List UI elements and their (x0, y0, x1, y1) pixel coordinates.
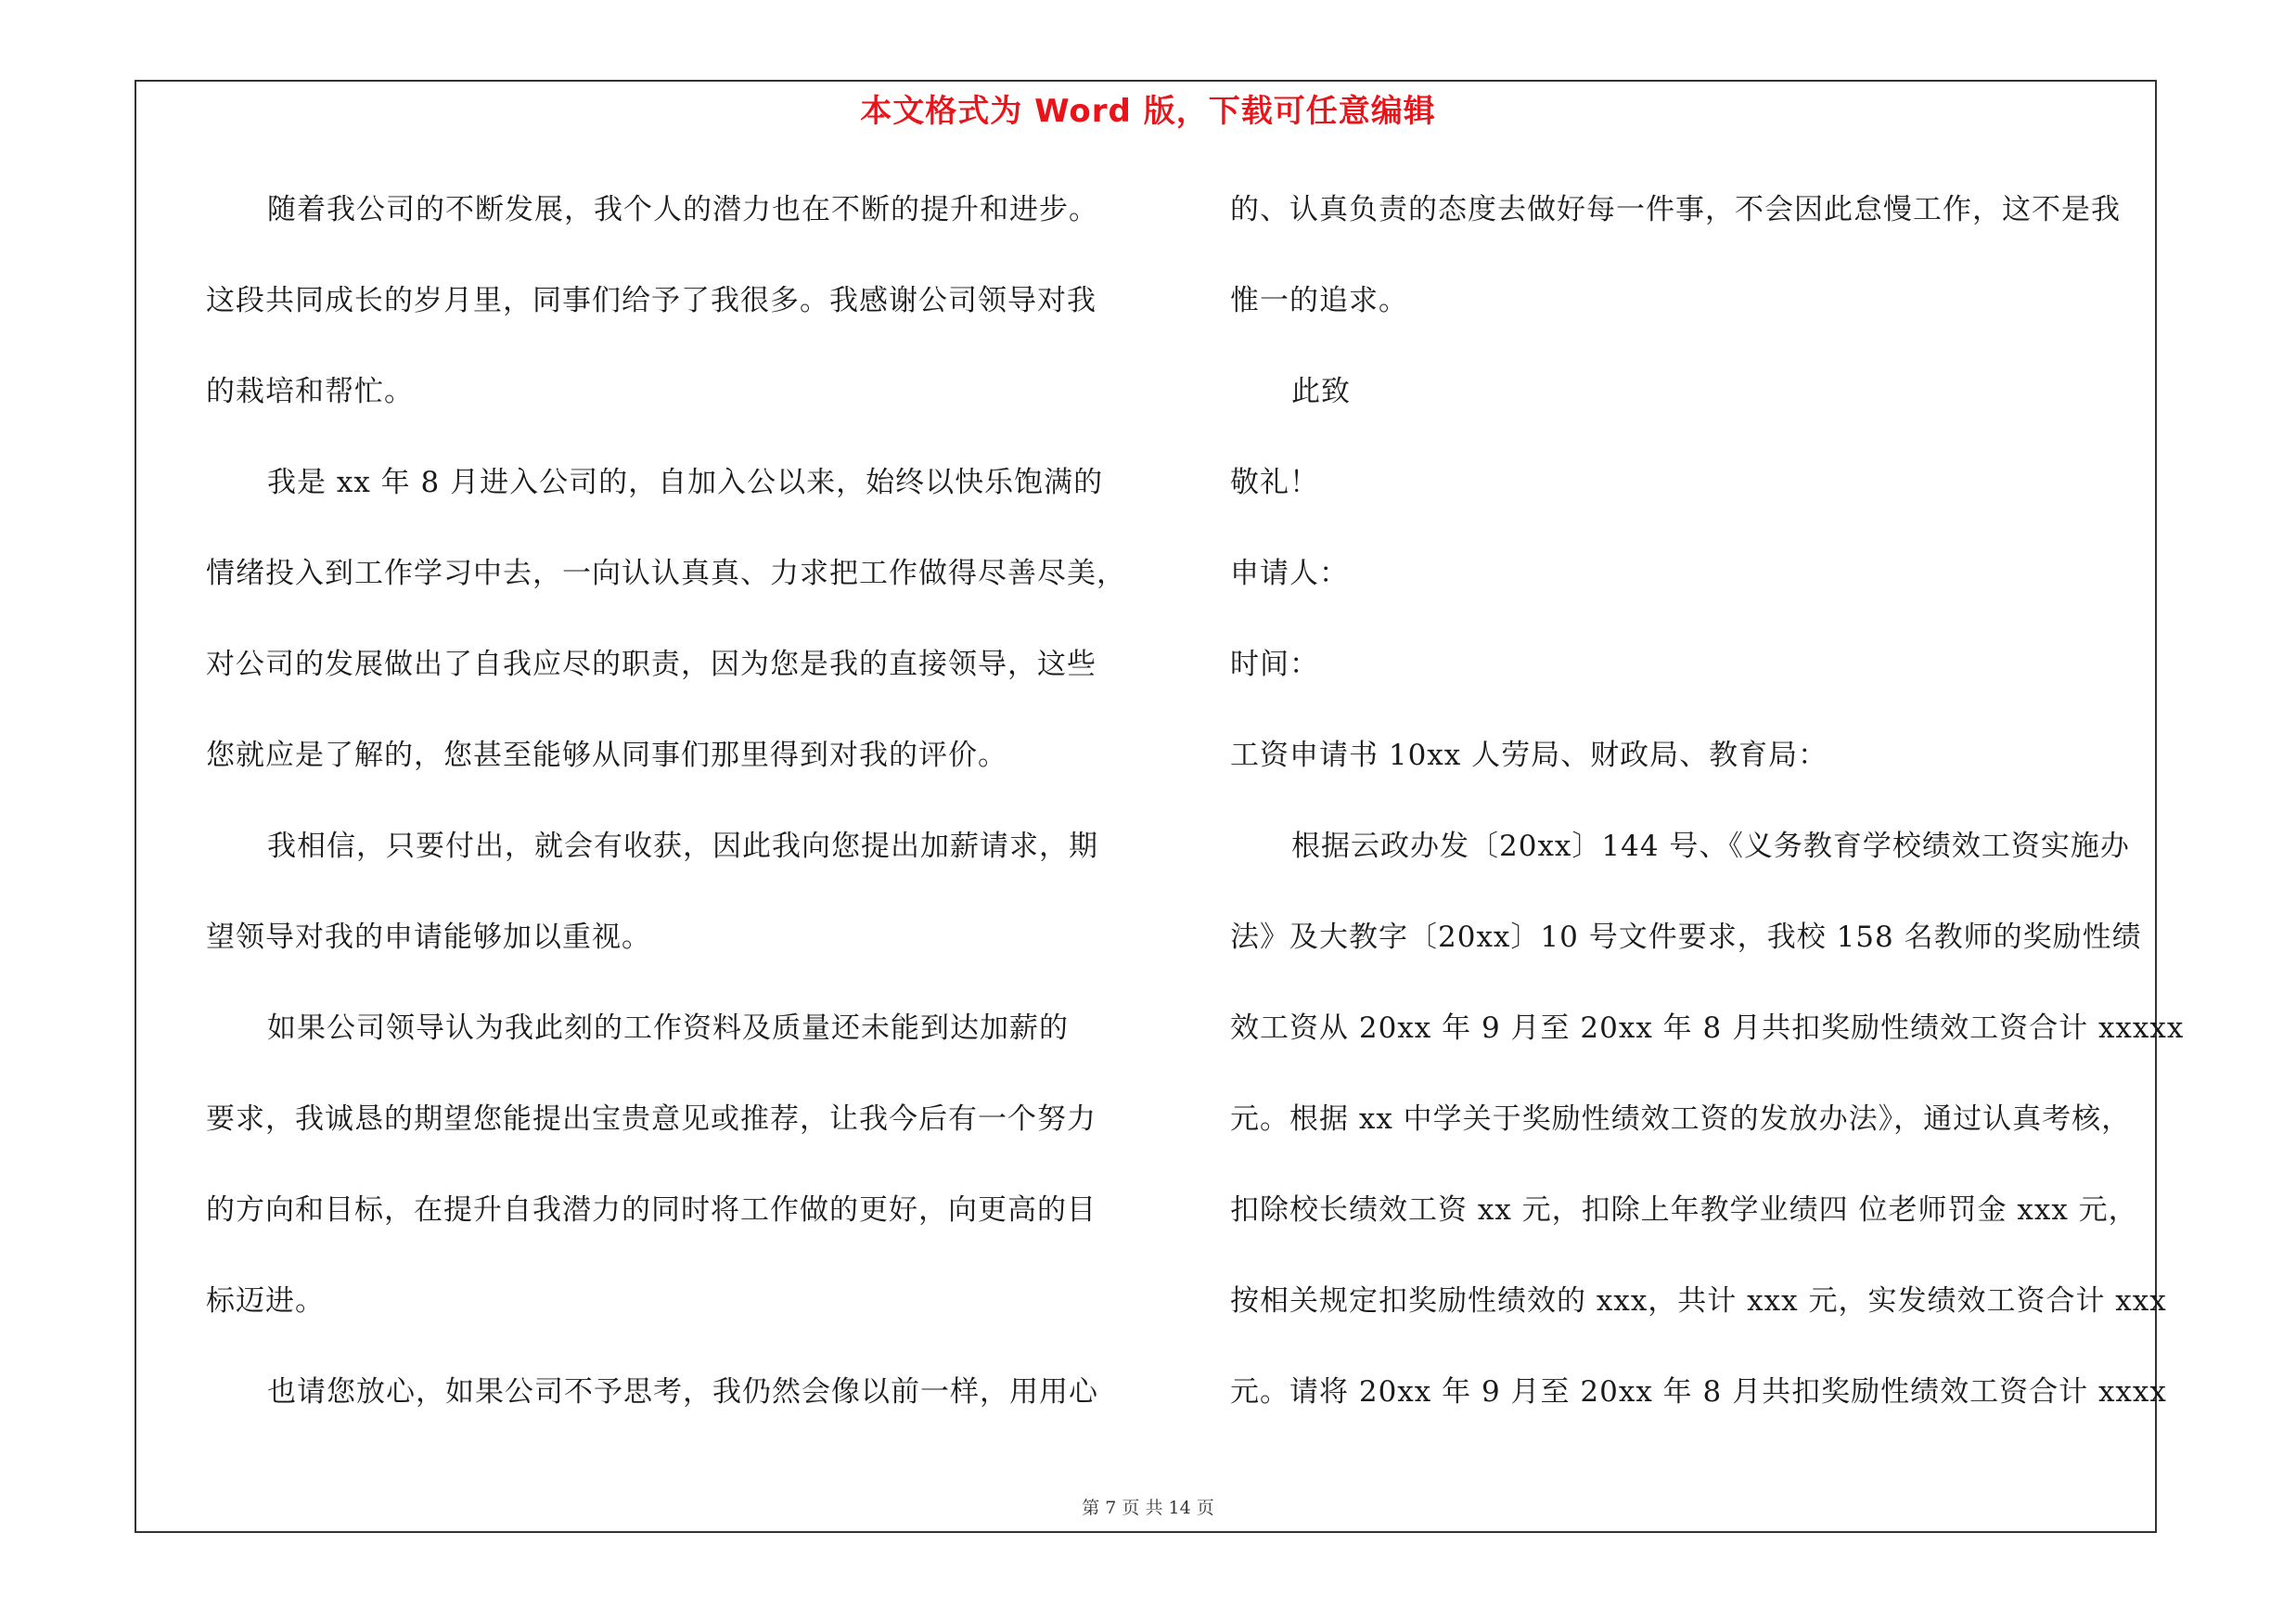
text-line: 工资申请书 10xx 人劳局、财政局、教育局： (1230, 739, 1828, 772)
text-line: 您就应是了解的，您甚至能够从同事们那里得到对我的评价。 (206, 739, 1007, 772)
text-line: 的、认真负责的态度去做好每一件事，不会因此怠慢工作，这不是我 (1230, 193, 2121, 226)
format-notice-banner: 本文格式为 Word 版，下载可任意编辑 (860, 93, 1436, 130)
text-line: 惟一的追求。 (1230, 284, 1408, 317)
text-line: 敬礼！ (1230, 466, 1319, 499)
text-line: 要求，我诚恳的期望您能提出宝贵意见或推荐，让我今后有一个努力 (206, 1102, 1097, 1136)
text-line: 时间： (1230, 648, 1319, 681)
text-line: 随着我公司的不断发展，我个人的潜力也在不断的提升和进步。 (267, 193, 1098, 226)
text-line: 的栽培和帮忙。 (206, 375, 414, 408)
text-line: 也请您放心，如果公司不予思考，我仍然会像以前一样，用用心 (267, 1375, 1098, 1409)
text-line: 元。请将 20xx 年 9 月至 20xx 年 8 月共扣奖励性绩效工资合计 xxxx (1230, 1375, 2167, 1409)
text-line: 标迈进。 (206, 1284, 325, 1318)
text-line: 这段共同成长的岁月里，同事们给予了我很多。我感谢公司领导对我 (206, 284, 1097, 317)
text-line: 如果公司领导认为我此刻的工作资料及质量还未能到达加薪的 (267, 1011, 1069, 1045)
text-line: 对公司的发展做出了自我应尽的职责，因为您是我的直接领导，这些 (206, 648, 1097, 681)
right-text-column (1230, 182, 2185, 1455)
text-line: 申请人： (1230, 557, 1349, 590)
left-text-column (206, 182, 1134, 1455)
text-line: 元。根据 xx 中学关于奖励性绩效工资的发放办法》，通过认真考核， (1230, 1102, 2132, 1136)
text-line: 情绪投入到工作学习中去，一向认认真真、力求把工作做得尽善尽美， (206, 557, 1126, 590)
text-line: 我是 xx 年 8 月进入公司的，自加入公以来，始终以快乐饱满的 (267, 466, 1104, 499)
text-line: 效工资从 20xx 年 9 月至 20xx 年 8 月共扣奖励性绩效工资合计 xxxxx (1230, 1011, 2185, 1045)
text-line: 根据云政办发〔20xx〕144 号、《义务教育学校绩效工资实施办 (1291, 830, 2130, 863)
text-line: 的方向和目标，在提升自我潜力的同时将工作做的更好，向更高的目 (206, 1193, 1097, 1227)
page-number-footer: 第 7 页 共 14 页 (1082, 1498, 1214, 1518)
text-line: 按相关规定扣奖励性绩效的 xxx，共计 xxx 元，实发绩效工资合计 xxx (1230, 1284, 2167, 1318)
text-line: 扣除校长绩效工资 xx 元，扣除上年教学业绩四 位老师罚金 xxx 元， (1230, 1193, 2138, 1227)
text-line: 法》及大教字〔20xx〕10 号文件要求，我校 158 名教师的奖励性绩 (1230, 921, 2142, 954)
text-line: 此致 (1291, 375, 1351, 408)
text-line: 我相信，只要付出，就会有收获，因此我向您提出加薪请求，期 (267, 830, 1098, 863)
text-line: 望领导对我的申请能够加以重视。 (206, 921, 651, 954)
